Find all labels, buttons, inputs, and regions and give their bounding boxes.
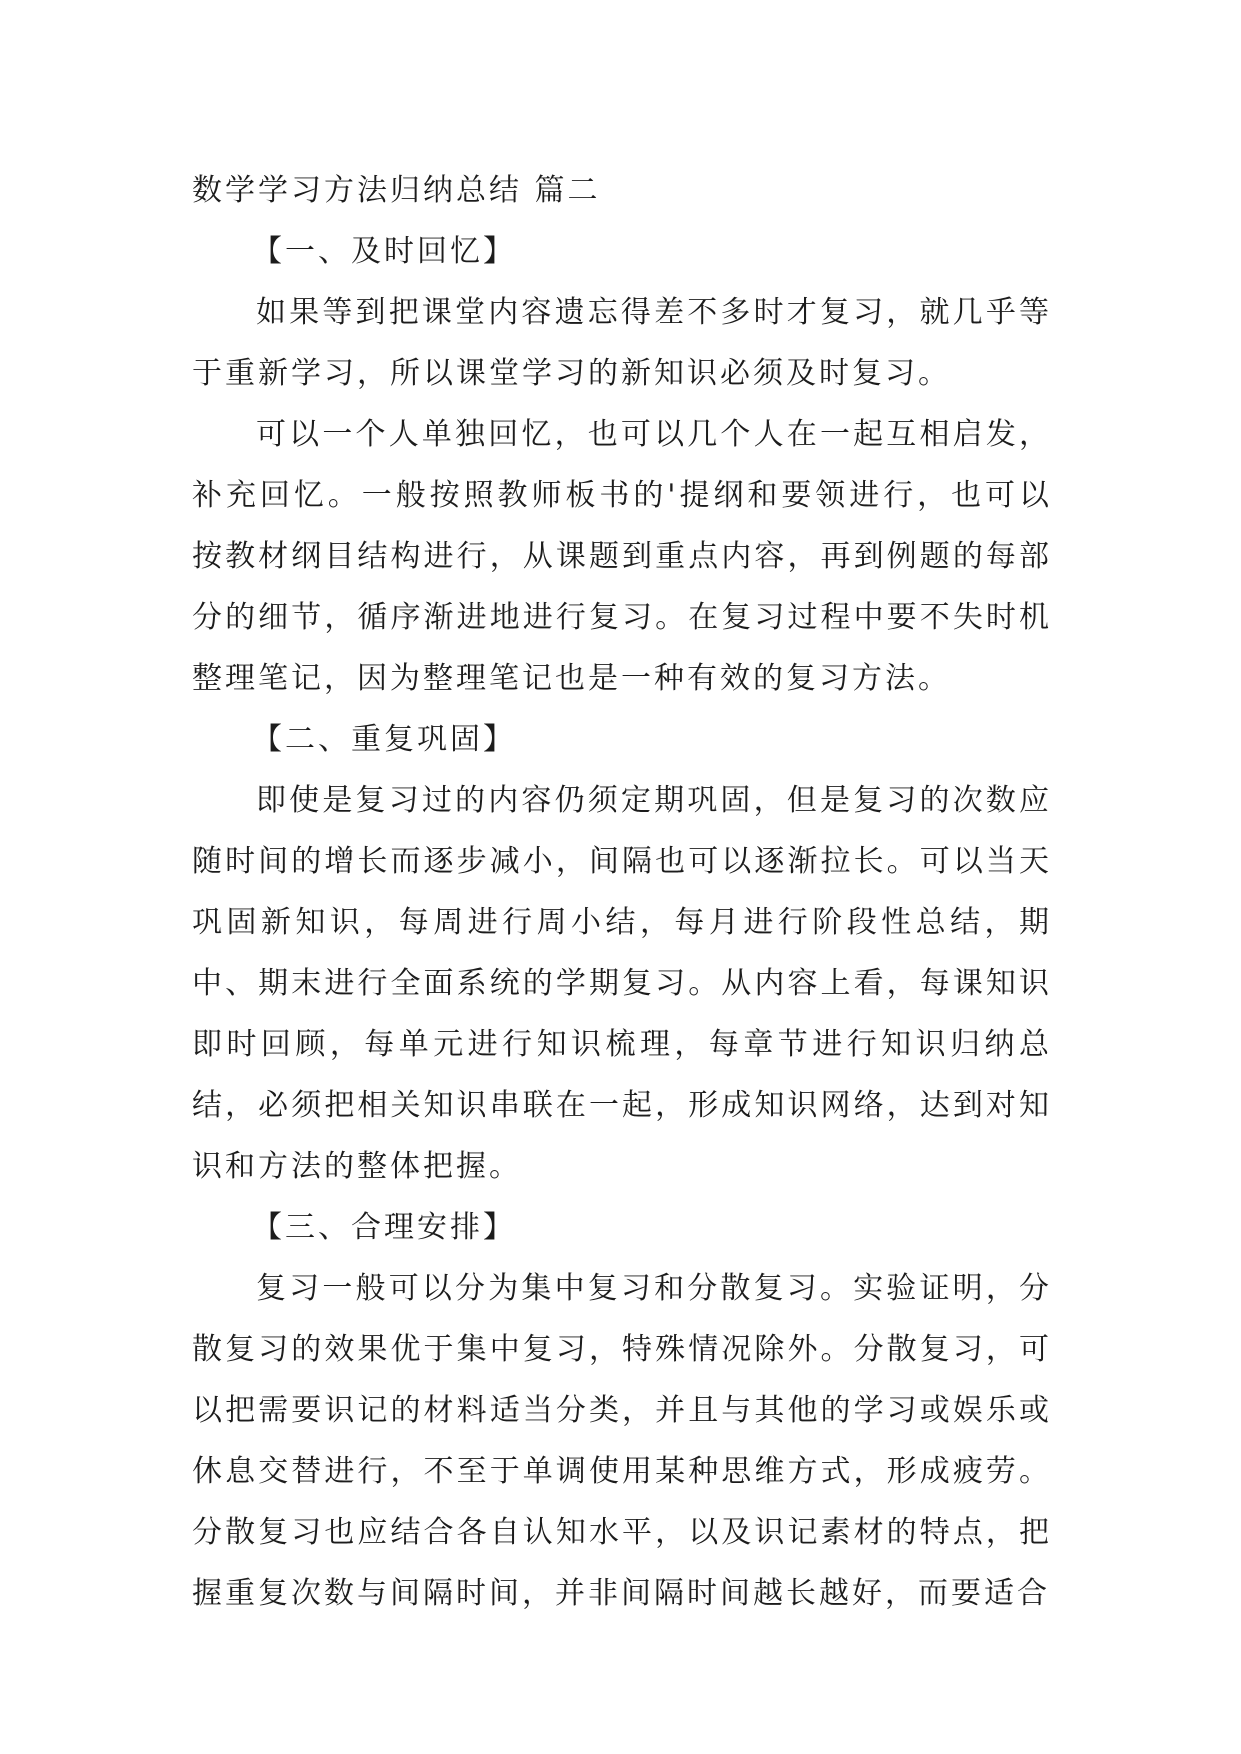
section-heading-2: 【二、重复巩固】 <box>252 722 516 757</box>
paragraph: 复习一般可以分为集中复习和分散复习。实验证明，分散复习的效果优于集中复习，特殊情况除外。分散复习，可以把需要识记的材料适当分类，并且与其他的学习或娱乐或休息交替进行，不至于单调使用某种思维方式，形成疲劳。分散复习也应结合各自认知水平，以及识记素材的特点，把握重复次数与间隔时间，并非间隔时间越长越好，而要适合 <box>192 1271 1052 1611</box>
paragraph: 可以一个人单独回忆，也可以几个人在一起互相启发，补充回忆。一般按照教师板书的'提纲和要领进行，也可以按教材纲目结构进行，从课题到重点内容，再到例题的每部分的细节，循序渐进地进行复习。在复习过程中要不失时机整理笔记，因为整理笔记也是一种有效的复习方法。 <box>192 417 1052 696</box>
document-body <box>192 160 1052 1624</box>
paragraph: 如果等到把课堂内容遗忘得差不多时才复习，就几乎等于重新学习，所以课堂学习的新知识必须及时复习。 <box>192 295 1052 391</box>
document-title: 数学学习方法归纳总结 篇二 <box>192 173 601 208</box>
section-heading-3: 【三、合理安排】 <box>252 1210 516 1245</box>
section-heading-1: 【一、及时回忆】 <box>252 234 516 269</box>
paragraph: 即使是复习过的内容仍须定期巩固，但是复习的次数应随时间的增长而逐步减小，间隔也可以逐渐拉长。可以当天巩固新知识，每周进行周小结，每月进行阶段性总结，期中、期末进行全面系统的学期复习。从内容上看，每课知识即时回顾，每单元进行知识梳理，每章节进行知识归纳总结，必须把相关知识串联在一起，形成知识网络，达到对知识和方法的整体把握。 <box>192 783 1052 1184</box>
